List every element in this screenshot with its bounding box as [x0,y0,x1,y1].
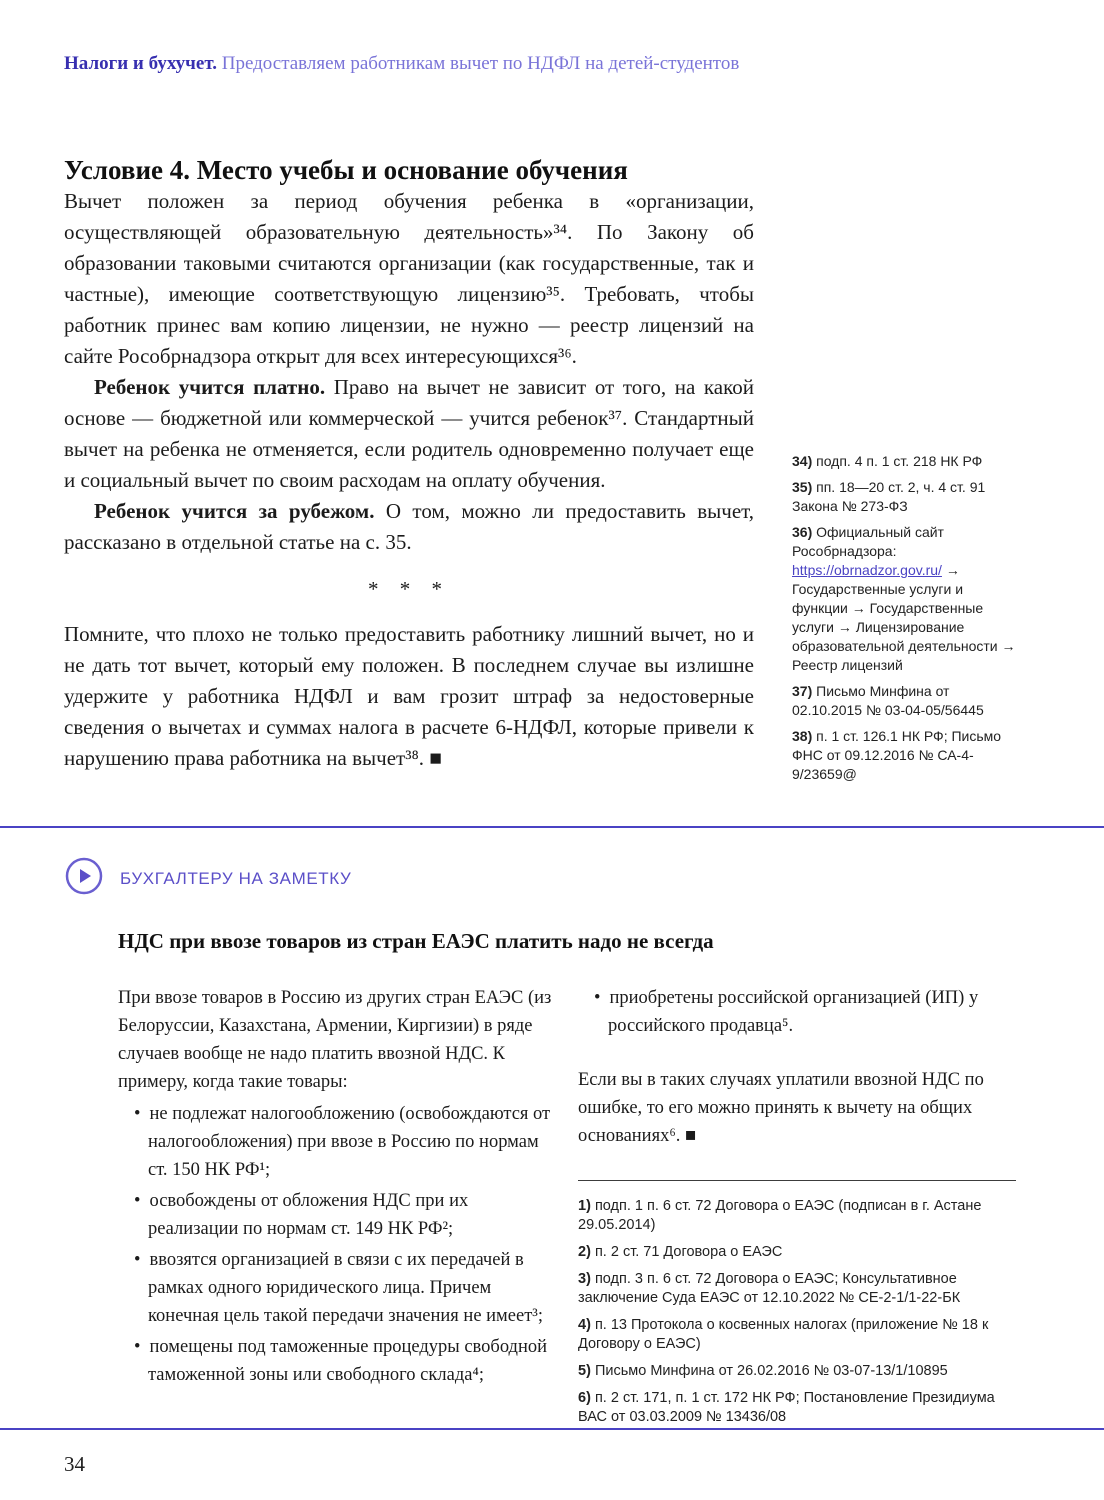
bullet-item: • помещены под таможенные процедуры свободной таможенной зоны или свободного склада⁴; [134,1333,558,1389]
footnote-divider [578,1180,1016,1181]
paragraph-3-text: О том, можно ли предоставить вычет, рассказано в отдельной статье на с. 35. [64,499,755,554]
running-head [64,52,739,76]
footnote-36-number: 36) [792,524,813,540]
footnote-1 [578,1197,1016,1235]
footnote-38 [792,727,1018,784]
note-columns [118,984,1016,1435]
note-footnotes [578,1197,1016,1427]
footnote-5-number: 5) [578,1363,591,1379]
footnote-4 [578,1316,1016,1354]
paragraph-3-lead: Ребенок учится за рубежом. [94,499,375,523]
section-heading: Условие 4. Место учебы и основание обучения [64,155,628,186]
footnote-3-text: подп. 3 п. 6 ст. 72 Договора о ЕАЭС; Консультативное заключение Суда ЕАЭС от 12.10.2022 № СЕ-2-1/1-22-БК [578,1271,961,1306]
footnote-34-text: подп. 4 п. 1 ст. 218 НК РФ [816,453,983,469]
footer-divider [0,1428,1104,1430]
footnote-3-number: 3) [578,1271,591,1287]
bullet-item: • не подлежат налогообложению (освобождаются от налогообложения) при ввозе в Россию по нормам ст. 150 НК РФ¹; [134,1100,558,1184]
section-divider [0,826,1104,828]
paragraph-1: Вычет положен за период обучения ребенка в «организации, осуществляющей образовательную деятельность»³⁴. По Закону об образовании таковыми считаются организации (как государственные, так и частные), имеющие соответствующую лицензию³⁵. Требовать, чтобы работник принес вам копию лицензии, не нужно — реестр лицензий на сайте Рособрнадзора открыт для всех интересующихся³⁶. [64,189,754,368]
bullet-list [118,1100,558,1389]
footnote-37-text: Письмо Минфина от 02.10.2015 № 03-04-05/56445 [792,683,984,718]
footnote-6-text: п. 2 ст. 171, п. 1 ст. 172 НК РФ; Постановление Президиума ВАС от 03.03.2009 № 13436/08 [578,1390,995,1425]
note-section [64,856,1016,1435]
bullet-item: • ввозятся организацией в связи с их передачей в рамках одного юридического лица. Причем конечная цель такой передачи значения не имеет³; [134,1246,558,1330]
article-body [64,186,754,774]
bullet-item: • освобождены от обложения НДС при их реализации по нормам ст. 149 НК РФ²; [134,1187,558,1243]
footnote-3 [578,1270,1016,1308]
note-left-column [118,984,558,1435]
footnote-35-number: 35) [792,479,813,495]
asterisk-separator: * * * [368,577,450,601]
play-icon [64,856,104,901]
note-title: НДС при ввозе товаров из стран ЕАЭС платить надо не всегда [118,929,714,953]
article-subtitle: Предоставляем работникам вычет по НДФЛ на детей-студентов [221,53,740,74]
footnote-6-number: 6) [578,1390,591,1406]
footnote-5 [578,1362,1016,1381]
page-number: 34 [64,1452,85,1476]
footnote-2-number: 2) [578,1244,591,1260]
footnote-4-text: п. 13 Протокола о косвенных налогах (приложение № 18 к Договору о ЕАЭС) [578,1317,989,1352]
note-kicker: БУХГАЛТЕРУ НА ЗАМЕТКУ [120,868,352,888]
bullet-list-right [578,984,1016,1040]
footnote-34 [792,452,1018,471]
paragraph-3 [64,496,754,558]
footnote-36-text-before: Официальный сайт Рособрнадзора: [792,524,944,559]
bullet-item: • приобретены российской организацией (ИП) у российского продавца⁵. [594,984,1016,1040]
note-closing: Если вы в таких случаях уплатили ввозной НДС по ошибке, то его можно принять к вычету на общих основаниях⁶. ■ [578,1070,984,1146]
paragraph-4: Помните, что плохо не только предоставить работнику лишний вычет, но и не дать тот вычет, который ему положен. В последнем случае вы излишне удержите у работника НДФЛ и вам грозит штраф за недостоверные сведения о вычетах и суммах налога в расчете 6-НДФЛ, которые привели к нарушению права работника на вычет³⁸. ■ [64,622,754,770]
footnote-36 [792,523,1018,675]
note-intro: При ввозе товаров в Россию из других стран ЕАЭС (из Белоруссии, Казахстана, Армении, Киргизии) в ряде случаев вообще не надо платить ввозной НДС. К примеру, когда такие товары: [118,988,552,1092]
obrnadzor-link[interactable]: https://obrnadzor.gov.ru/ [792,562,942,578]
paragraph-2 [64,372,754,496]
rubric-label: Налоги и бухучет. [64,53,217,74]
footnote-34-number: 34) [792,453,813,469]
footnote-5-text: Письмо Минфина от 26.02.2016 № 03-07-13/1/10895 [594,1363,948,1379]
footnote-6 [578,1389,1016,1427]
footnote-38-text: п. 1 ст. 126.1 НК РФ; Письмо ФНС от 09.12.2016 № СА-4-9/23659@ [792,728,1002,782]
paragraph-2-text: Право на вычет не зависит от того, на какой основе — бюджетной или коммерческой — учится ребенок³⁷. Стандартный вычет на ребенка не отменяется, если родитель одновременно получает еще и социальный вычет по своим расходам на оплату обучения. [64,375,755,492]
footnote-37 [792,682,1018,720]
footnote-35 [792,478,1018,516]
paragraph-2-lead: Ребенок учится платно. [94,375,326,399]
footnote-36-text-after: → Государственные услуги и функции → Государственные услуги → Лицензирование образовательной деятельности → Реестр лицензий [792,562,1016,673]
footnote-2 [578,1243,1016,1262]
footnote-2-text: п. 2 ст. 71 Договора о ЕАЭС [594,1244,783,1260]
footnote-37-number: 37) [792,683,813,699]
footnote-1-number: 1) [578,1198,591,1214]
sidebar-footnotes [792,452,1018,791]
note-header [64,856,1016,901]
footnote-38-number: 38) [792,728,813,744]
note-right-column [578,984,1016,1435]
footnote-4-number: 4) [578,1317,591,1333]
footnote-35-text: пп. 18—20 ст. 2, ч. 4 ст. 91 Закона № 273-ФЗ [792,479,986,514]
footnote-1-text: подп. 1 п. 6 ст. 72 Договора о ЕАЭС (подписан в г. Астане 29.05.2014) [578,1198,982,1233]
